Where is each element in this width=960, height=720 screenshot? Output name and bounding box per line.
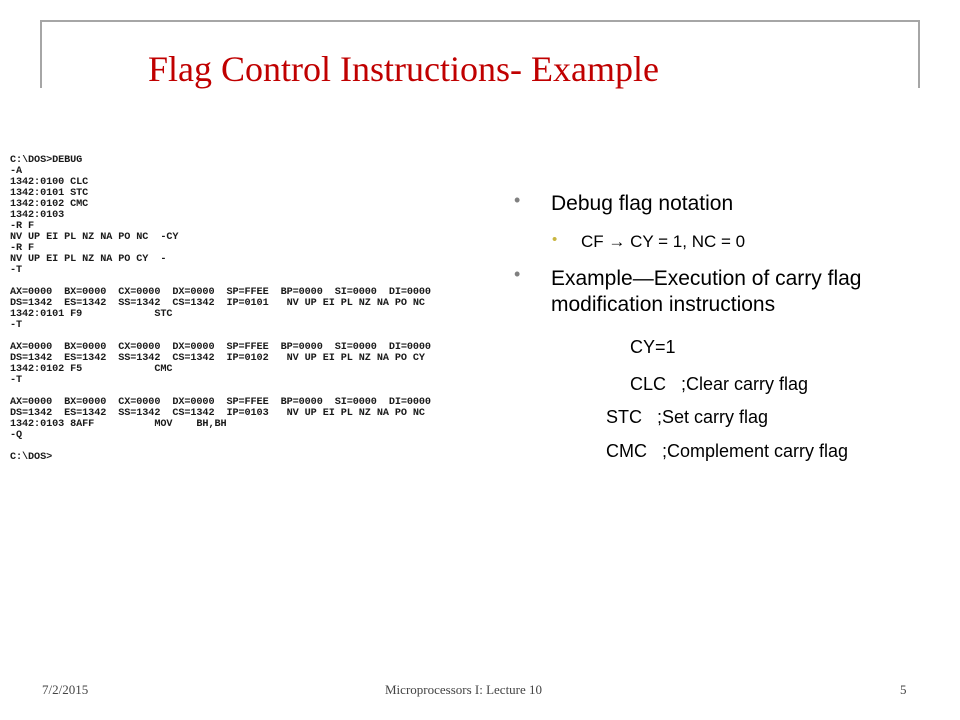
frame-left-line [40, 20, 42, 88]
footer-date: 7/2/2015 [42, 682, 89, 697]
footer-lecture-title: Microprocessors I: Lecture 10 [385, 682, 543, 697]
footer-page-number: 5 [900, 682, 907, 697]
slide-title: Flag Control Instructions- Example [148, 49, 659, 89]
code-line-stc: STC ;Set carry flag [606, 407, 769, 427]
bullet-icon: • [514, 190, 521, 210]
frame-top-line [40, 20, 920, 22]
bullet-icon: • [514, 264, 521, 284]
code-line-cmc: CMC ;Complement carry flag [606, 441, 849, 461]
code-line-cy: CY=1 [630, 337, 676, 357]
bullet-text: Debug flag notation [551, 192, 734, 215]
debug-session-screenshot: C:\DOS>DEBUG -A 1342:0100 CLC 1342:0101 STC 1342:0102 CMC 1342:0103 -R F NV UP EI PL NZ NA PO NC -CY -R F NV UP EI PL NZ NA PO CY - -T AX=0000 BX=0000 CX=0000 DX=0000 SP=FFEE BP=0000 SI=0000 DI=0000 DS=1342 ES=1342 SS=1342 CS=1342 IP=0101 NV UP EI PL NZ NA PO NC 1342:0101 F9 STC -T AX=0000 BX=0000 CX=0000 DX=0000 SP=FFEE BP=0000 SI=0000 DI=0000 DS=1342 ES=1342 SS=1342 CS=1342 IP=0102 NV UP EI PL NZ NA PO CY 1342:0102 F5 CMC -T AX=0000 BX=0000 CX=0000 DX=0000 SP=FFEE BP=0000 SI=0000 DI=0000 DS=1342 ES=1342 SS=1342 CS=1342 IP=0103 NV UP EI PL NZ NA PO NC 1342:0103 8AFF MOV BH,BH -Q C:\DOS> [10, 155, 431, 463]
frame-right-line [918, 20, 920, 88]
bullet-text: CF → CY = 1, NC = 0 [581, 232, 746, 251]
bullet-icon: • [552, 231, 558, 248]
code-line-clc: CLC ;Clear carry flag [630, 374, 809, 394]
bullet-text: Example—Execution of carry flag modification instructions [551, 267, 862, 316]
